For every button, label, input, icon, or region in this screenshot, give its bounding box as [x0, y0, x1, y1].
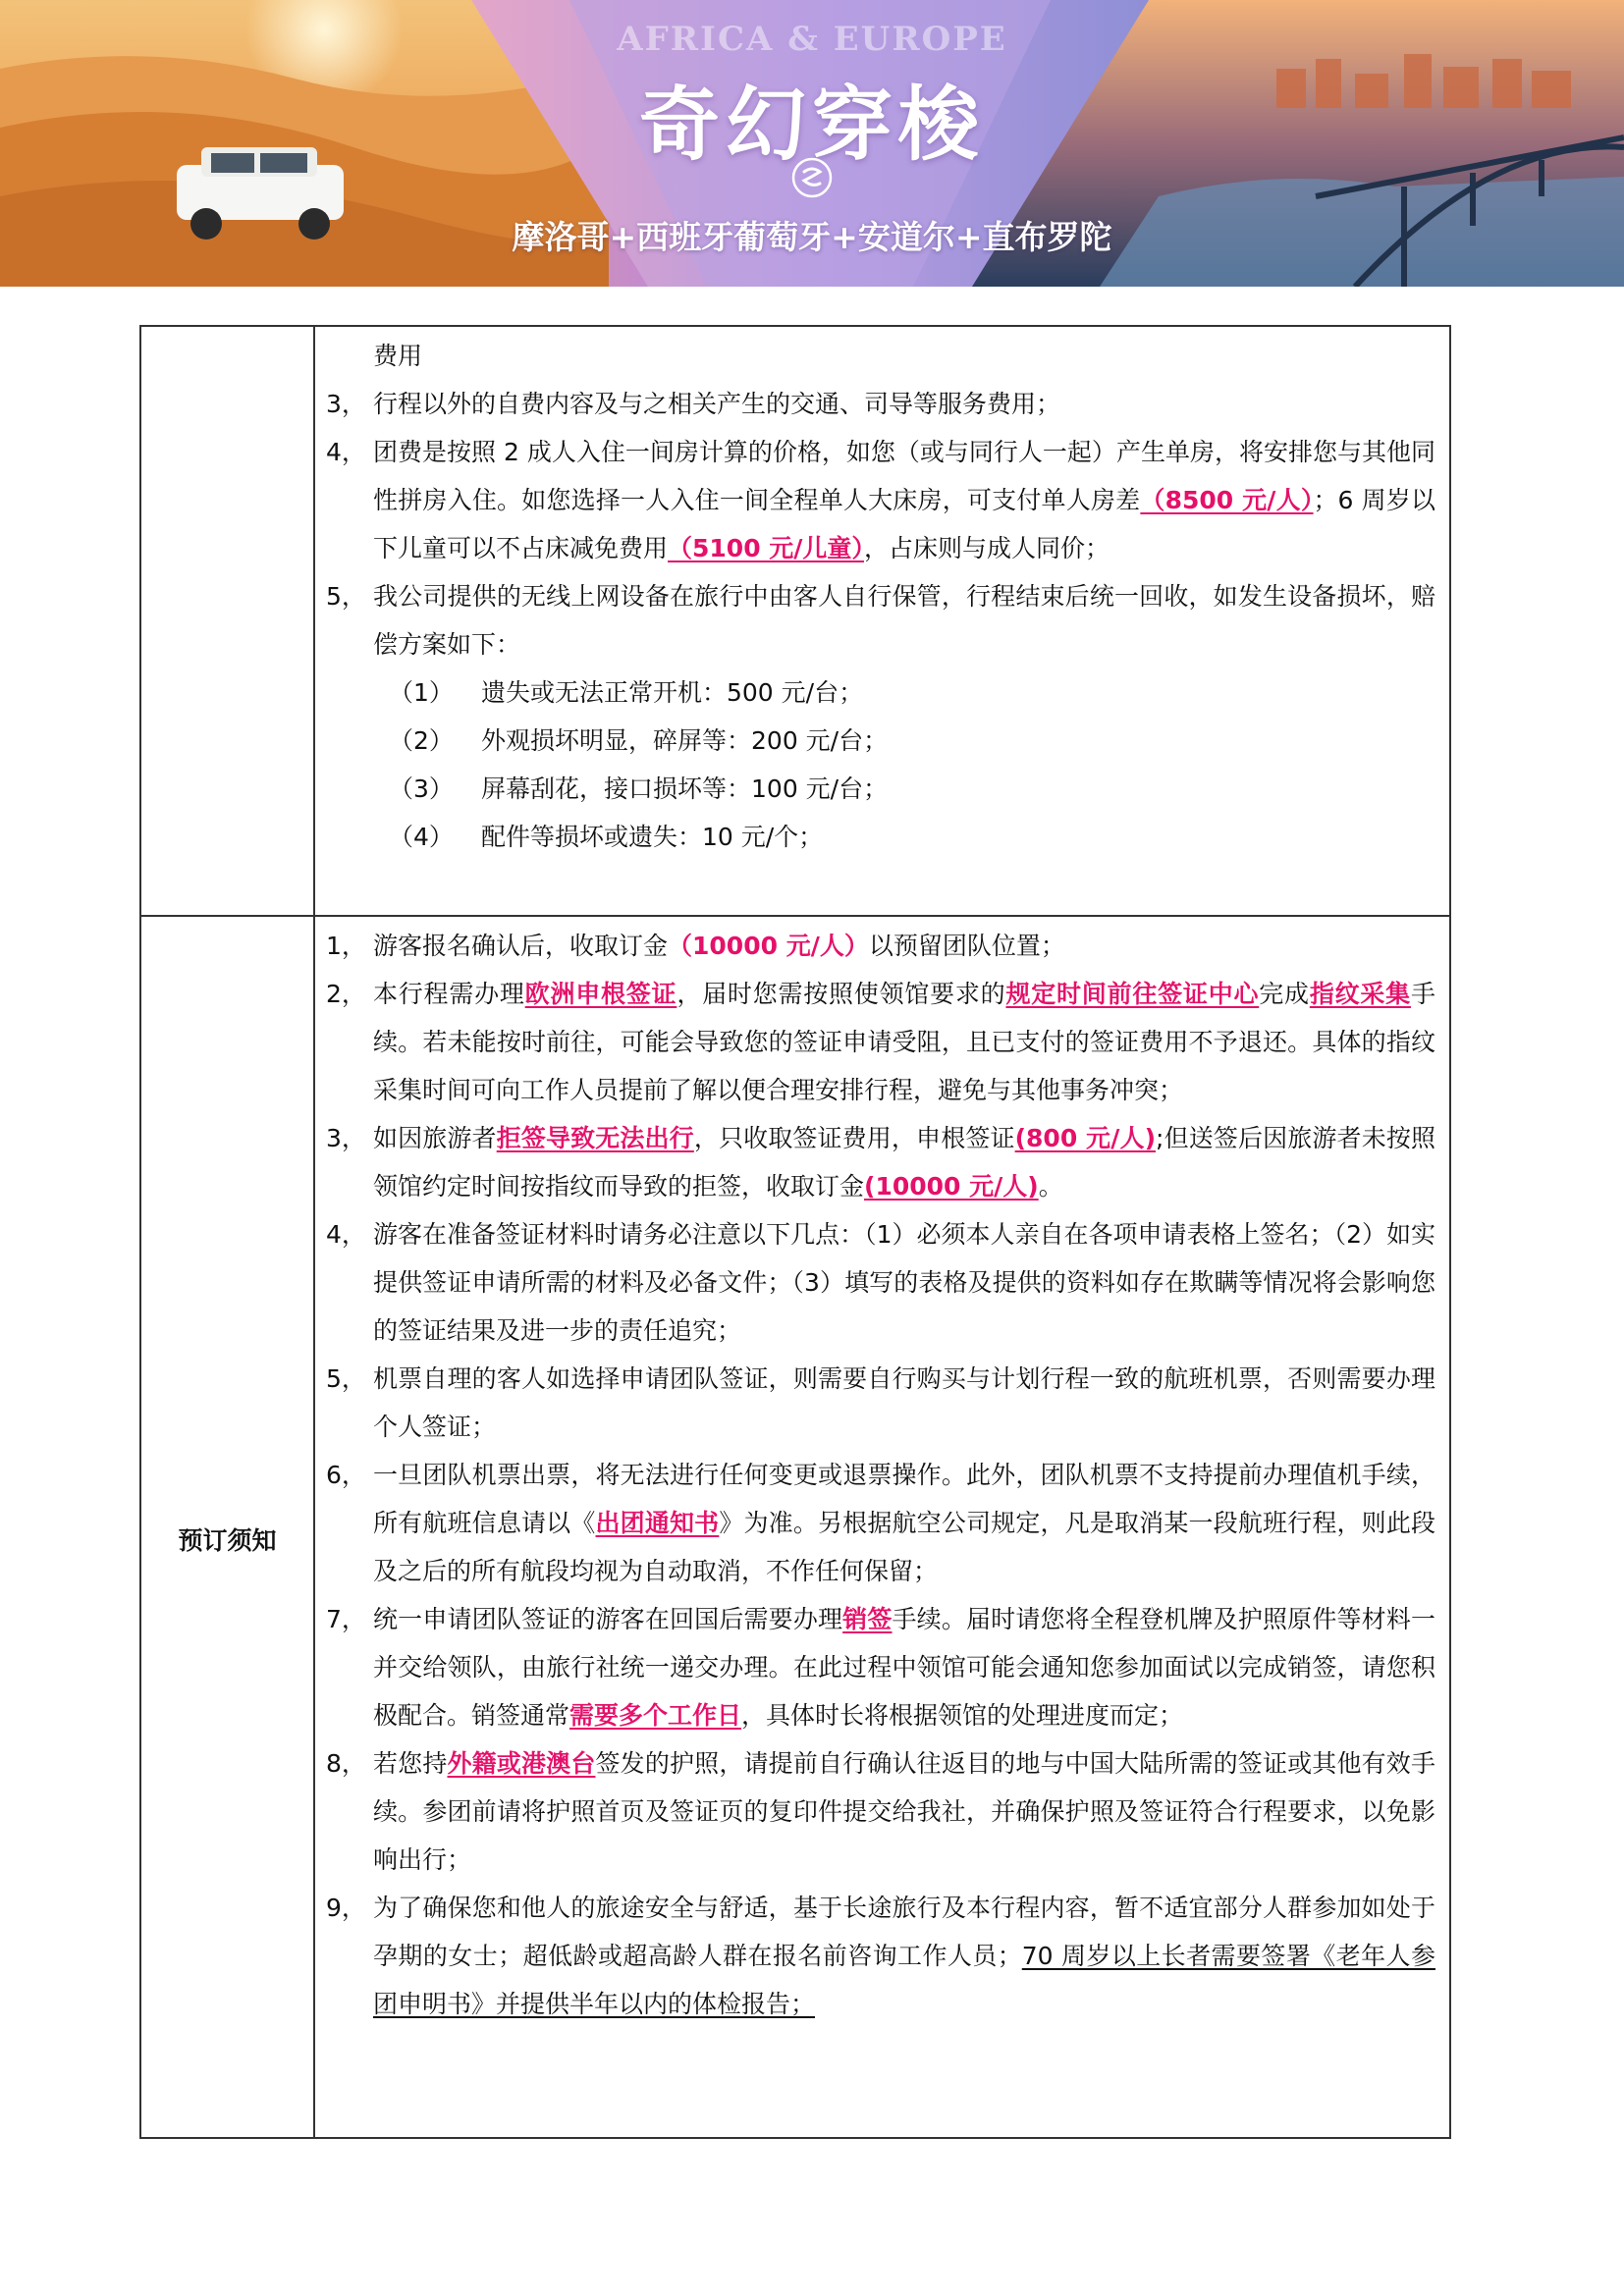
booking-item-1: 1， 游客报名确认后，收取订金（10000 元/人）以预留团队位置；	[326, 932, 1065, 960]
compensation-item: （2） 外观损坏明显，碎屏等：200 元/台；	[389, 726, 889, 755]
booking-item-7: 7， 统一申请团队签证的游客在回国后需要办理销签手续。届时请您将全程登机牌及护照原件等材料一并交给领队，由旅行社统一递交办理。在此过程中领馆可能会通知您参加面试以完成销签，请您积极配合。销签通常需要多个工作日，具体时长将根据领馆的处理进度而定；	[326, 1605, 1435, 1730]
booking-item-2: 2， 本行程需办理欧洲申根签证，届时您需按照使领馆要求的规定时间前往签证中心完成指纹采集手续。若未能按时前往，可能会导致您的签证申请受阻，且已支付的签证费用不予退还。具体的指纹采集时间可向工作人员提前了解以便合理安排行程，避免与其他事务冲突；	[326, 980, 1435, 1104]
table-row-divider	[141, 915, 1449, 917]
fees-continuation: 费用	[373, 342, 423, 370]
booking-section	[326, 922, 1435, 2028]
fee-item-4: 4， 团费是按照 2 成人入住一间房计算的价格，如您（或与同行人一起）产生单房，将安排您与其他同性拼房入住。如您选择一人入住一间全程单人大床房，可支付单人房差（8500 元/人）；6 周岁以下儿童可以不占床减免费用（5100 元/儿童），占床则与成人同价；	[326, 438, 1435, 562]
booking-item-5: 5， 机票自理的客人如选择申请团队签证，则需要自行购买与计划行程一致的航班机票，否则需要办理个人签证；	[326, 1364, 1435, 1441]
banner-title: 奇幻穿梭	[638, 78, 985, 172]
booking-item-8: 8， 若您持外籍或港澳台签发的护照，请提前自行确认往返目的地与中国大陆所需的签证或其他有效手续。参团前请将护照首页及签证页的复印件提交给我社，并确保护照及签证符合行程要求，以免影响出行；	[326, 1749, 1435, 1874]
deposit-amount: （10000 元/人）	[668, 932, 869, 960]
booking-notice-label: 预订须知	[178, 1526, 277, 1555]
swirl-logo-icon	[791, 157, 833, 198]
booking-item-3: 3， 如因旅游者拒签导致无法出行，只收取签证费用，申根签证(800 元/人);但送签后因旅游者未按照领馆约定时间按指纹而导致的拒签，收取订金(10000 元/人)。	[326, 1124, 1435, 1201]
compensation-item: （1） 遗失或无法正常开机：500 元/台；	[389, 678, 864, 707]
notice-table	[139, 325, 1451, 2139]
compensation-item: （4） 配件等损坏或遗失：10 元/个；	[389, 823, 824, 851]
table-column-divider	[313, 327, 315, 2137]
banner-subtitle-en: AFRICA & EUROPE	[617, 20, 1007, 59]
booking-item-4: 4， 游客在准备签证材料时请务必注意以下几点：（1）必须本人亲自在各项申请表格上签名；（2）如实提供签证申请所需的材料及必备文件；（3）填写的表格及提供的资料如存在欺瞒等情况将会影响您的签证结果及进一步的责任追究；	[326, 1220, 1435, 1345]
booking-item-9: 9， 为了确保您和他人的旅途安全与舒适，基于长途旅行及本行程内容，暂不适宜部分人群参加如处于孕期的女士；超低龄或超高龄人群在报名前咨询工作人员；70 周岁以上长者需要签署《老年人参团申明书》并提供半年以内的体检报告；	[326, 1894, 1435, 2018]
child-reduction-price: （5100 元/儿童）	[668, 534, 864, 562]
fees-section	[326, 332, 1435, 861]
elderly-requirement: 70 周岁以上长者需要签署《老年人参团申明书》并提供半年以内的体检报告；	[373, 1942, 1435, 2018]
compensation-item: （3） 屏幕刮花，接口损坏等：100 元/台；	[389, 774, 889, 803]
fee-item-5: 5， 我公司提供的无线上网设备在旅行中由客人自行保管，行程结束后统一回收，如发生设备损坏，赔偿方案如下：	[326, 582, 1435, 659]
fee-item-3: 3， 行程以外的自费内容及与之相关产生的交通、司导等服务费用；	[326, 390, 1061, 418]
booking-item-6: 6， 一旦团队机票出票，将无法进行任何变更或退票操作。此外，团队机票不支持提前办理值机手续，所有航班信息请以《出团通知书》为准。另根据航空公司规定，凡是取消某一段航班行程，则此段及之后的所有航段均视为自动取消，不作任何保留；	[326, 1461, 1435, 1585]
single-room-price: （8500 元/人）	[1140, 486, 1314, 514]
header-banner	[0, 0, 1624, 287]
banner-route: 摩洛哥+西班牙葡萄牙+安道尔+直布罗陀	[512, 218, 1112, 256]
